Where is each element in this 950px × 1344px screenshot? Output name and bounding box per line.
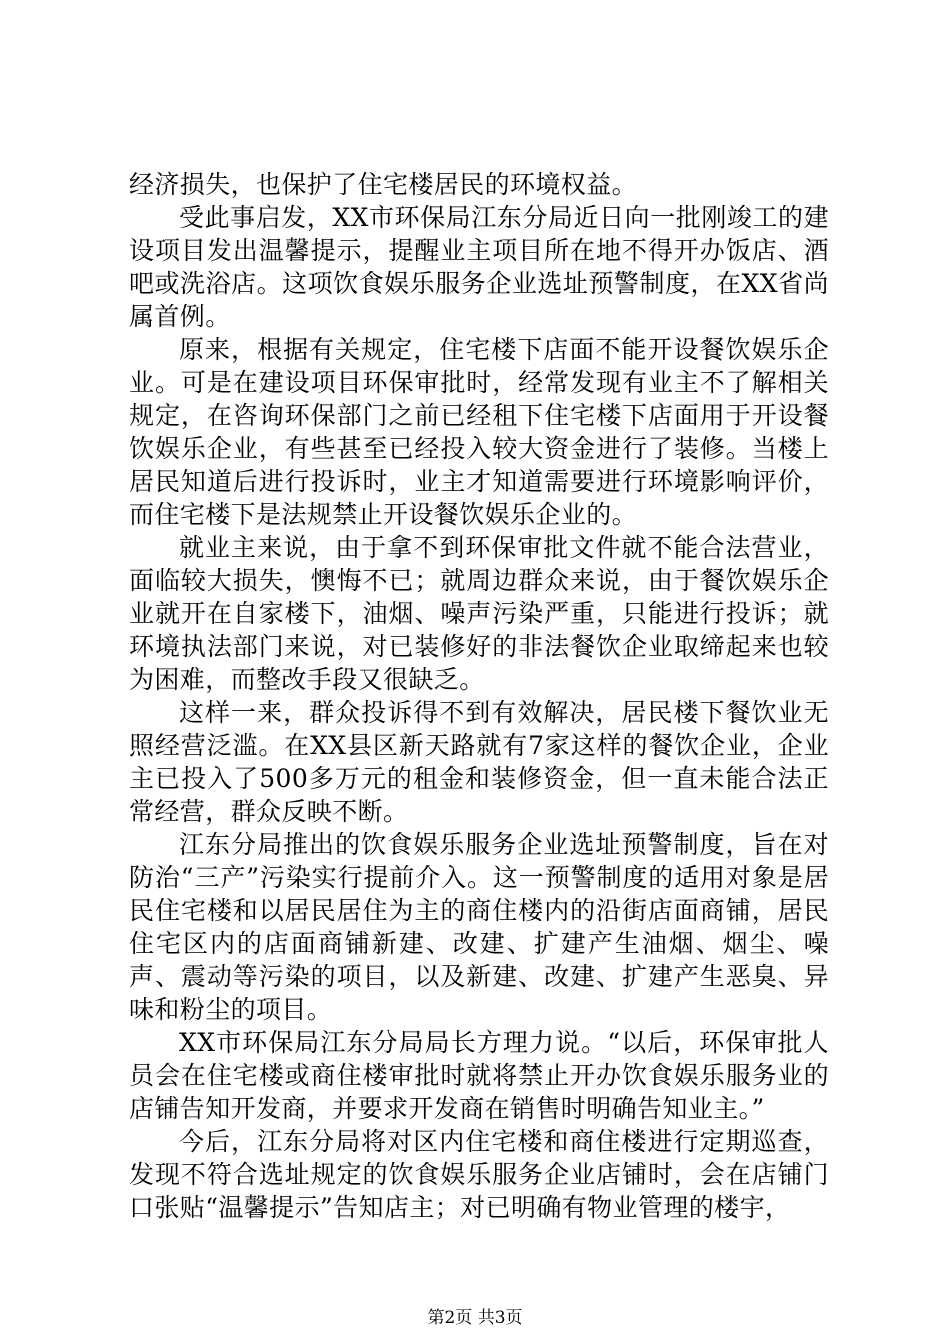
paragraph: 受此事启发，XX市环保局江东分局近日向一批刚竣工的建设项目发出温馨提示，提醒业主项目所在地不得开办饭店、酒吧或洗浴店。这项饮食娱乐服务企业选址预警制度，在XX省尚属首例。 xyxy=(129,203,829,331)
paragraph: 江东分局推出的饮食娱乐服务企业选址预警制度，旨在对防治“三产”污染实行提前介入。这一预警制度的适用对象是居民住宅楼和以居民居住为主的商住楼内的沿街店面商铺，居民住宅区内的店面商铺新建、改建、扩建产生油烟、烟尘、噪声、震动等污染的项目，以及新建、改建、扩建产生恶臭、异味和粉尘的项目。 xyxy=(129,830,829,1024)
paragraph: XX市环保局江东分局局长方理力说。“以后，环保审批人员会在住宅楼或商住楼审批时就将禁止开办饮食娱乐服务业的店铺告知开发商，并要求开发商在销售时明确告知业主。” xyxy=(129,1028,829,1123)
paragraph: 原来，根据有关规定，住宅楼下店面不能开设餐饮娱乐企业。可是在建设项目环保审批时，经常发现有业主不了解相关规定，在咨询环保部门之前已经租下住宅楼下店面用于开设餐饮娱乐企业，有些甚至已经投入较大资金进行了装修。当楼上居民知道后进行投诉时，业主才知道需要进行环境影响评价，而住宅楼下是法规禁止开设餐饮娱乐企业的。 xyxy=(129,335,829,529)
paragraph: 这样一来，群众投诉得不到有效解决，居民楼下餐饮业无照经营泛滥。在XX县区新天路就有7家这样的餐饮企业，企业主已投入了500多万元的租金和装修资金，但一直未能合法正常经营，群众反映不断。 xyxy=(129,698,829,826)
paragraph-continuation: 经济损失，也保护了住宅楼居民的环境权益。 xyxy=(129,170,638,199)
paragraph: 今后，江东分局将对区内住宅楼和商住楼进行定期巡查，发现不符合选址规定的饮食娱乐服务企业店铺时，会在店铺门口张贴“温馨提示”告知店主；对已明确有物业管理的楼宇， xyxy=(129,1127,829,1222)
page-number-footer: 第2页 共3页 xyxy=(427,1308,523,1328)
paragraph: 就业主来说，由于拿不到环保审批文件就不能合法营业，面临较大损失，懊悔不已；就周边群众来说，由于餐饮娱乐企业就开在自家楼下，油烟、噪声污染严重，只能进行投诉；就环境执法部门来说，对已装修好的非法餐饮企业取缔起来也较为困难，而整改手段又很缺乏。 xyxy=(129,533,829,694)
document-body xyxy=(129,168,829,1224)
